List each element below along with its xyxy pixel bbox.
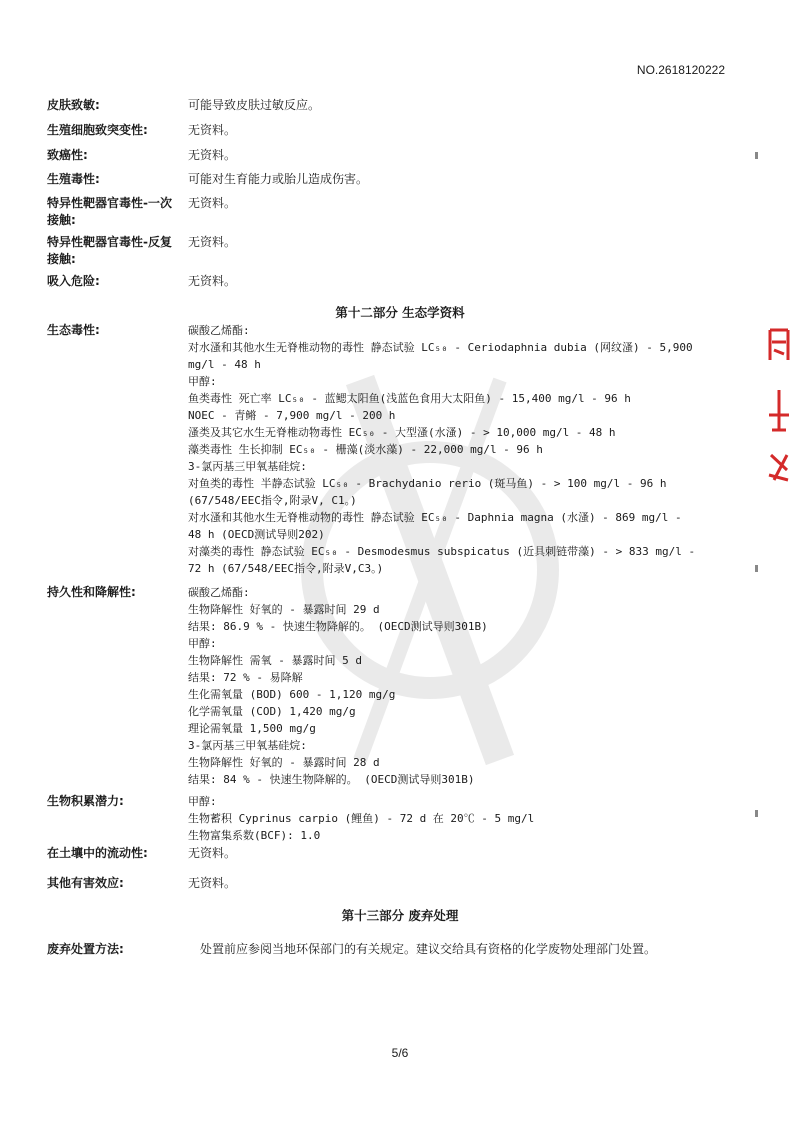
value-line: 甲醇: <box>188 637 217 650</box>
ecotoxicity-value <box>188 322 760 577</box>
row-value <box>188 171 760 188</box>
row-value <box>188 97 760 114</box>
value-line: 鱼类毒性 死亡率 LC₅₀ - 蓝鳃太阳鱼(浅蓝色食用大太阳鱼) - 15,400 mg/l - 96 h <box>188 392 631 405</box>
value-line: 无资料。 <box>188 274 237 288</box>
value-line: 生物降解性 好氧的 - 暴露时间 29 d <box>188 603 380 616</box>
section-13-title: 第十三部分 废弃处理 <box>341 908 459 923</box>
value-line: 3-氯丙基三甲氧基硅烷: <box>188 460 307 473</box>
document-number: NO.2618120222 <box>636 63 725 77</box>
value-line: 对水溞和其他水生无脊椎动物的毒性 静态试验 LC₅₀ - Ceriodaphnia dubia (网纹溞) - 5,900 <box>188 341 693 354</box>
persistence-value <box>188 584 760 788</box>
value-line: mg/l - 48 h <box>188 358 261 371</box>
value-line: 生物降解性 需氧 - 暴露时间 5 d <box>188 654 362 667</box>
row-value <box>188 122 760 139</box>
row-label: 致癌性: <box>47 148 88 162</box>
value-line: 结果: 84 % - 快速生物降解的。 (OECD测试导则301B) <box>188 773 475 786</box>
value-line: 理论需氧量 1,500 mg/g <box>188 722 316 735</box>
value-line: (67/548/EEC指令,附录V, C1。) <box>188 494 357 507</box>
row-value <box>188 234 760 251</box>
row-label: 吸入危险: <box>47 274 100 288</box>
page-number: 5/6 <box>391 1046 409 1060</box>
row-value <box>200 941 760 958</box>
row-label: 特异性靶器官毒性-一次接触: <box>47 196 172 227</box>
value-line: 可能对生育能力或胎儿造成伤害。 <box>188 172 369 186</box>
value-line: 无资料。 <box>188 148 237 162</box>
value-line: 化学需氧量 (COD) 1,420 mg/g <box>188 705 356 718</box>
value-line: 3-氯丙基三甲氧基硅烷: <box>188 739 307 752</box>
row-label: 生殖细胞致突变性: <box>47 123 148 137</box>
bioaccumulation-value <box>188 793 760 844</box>
row-label: 持久性和降解性: <box>47 585 136 599</box>
value-line: 生物富集系数(BCF): 1.0 <box>188 829 321 842</box>
value-line: 无资料。 <box>188 235 237 249</box>
value-line: 可能导致皮肤过敏反应。 <box>188 98 321 112</box>
value-line: 藻类毒性 生长抑制 EC₅₀ - 栅藻(淡水藻) - 22,000 mg/l - 96 h <box>188 443 543 456</box>
value-line: 生物蓄积 Cyprinus carpio (鲤鱼) - 72 d 在 20℃ - 5 mg/l <box>188 812 535 825</box>
value-line: NOEC - 青鳉 - 7,900 mg/l - 200 h <box>188 409 396 422</box>
value-line: 溞类及其它水生无脊椎动物毒性 EC₅₀ - 大型溞(水溞) - > 10,000 mg/l - 48 h <box>188 426 616 439</box>
row-value <box>188 195 760 212</box>
value-line: 生化需氧量 (BOD) 600 - 1,120 mg/g <box>188 688 396 701</box>
row-value <box>188 273 760 290</box>
value-line: 碳酸乙烯酯: <box>188 324 250 337</box>
value-line: 甲醇: <box>188 375 217 388</box>
row-label: 皮肤致敏: <box>47 98 100 112</box>
row-label: 其他有害效应: <box>47 876 124 890</box>
value-line: 碳酸乙烯酯: <box>188 586 250 599</box>
row-label: 生殖毒性: <box>47 172 100 186</box>
value-line: 无资料。 <box>188 196 237 210</box>
value-line: 对鱼类的毒性 半静态试验 LC₅₀ - Brachydanio rerio (斑马鱼) - > 100 mg/l - 96 h <box>188 477 667 490</box>
value-line: 处置前应参阅当地环保部门的有关规定。建议交给具有资格的化学废物处理部门处置。 <box>200 942 657 956</box>
value-line: 生物降解性 好氧的 - 暴露时间 28 d <box>188 756 380 769</box>
row-label: 特异性靶器官毒性-反复接触: <box>47 235 172 266</box>
value-line: 无资料。 <box>188 876 237 890</box>
row-value <box>188 147 760 164</box>
value-line: 结果: 72 % - 易降解 <box>188 671 303 684</box>
value-line: 无资料。 <box>188 123 237 137</box>
value-line: 甲醇: <box>188 795 217 808</box>
row-label: 在土壤中的流动性: <box>47 846 148 860</box>
value-line: 48 h (OECD测试导则202) <box>188 528 325 541</box>
red-seal-stamp <box>766 320 792 490</box>
row-label: 生物积累潜力: <box>47 794 124 808</box>
value-line: 对藻类的毒性 静态试验 EC₅₀ - Desmodesmus subspicatus (近具刺链带藻) - > 833 mg/l - <box>188 545 696 558</box>
row-label: 废弃处置方法: <box>47 942 124 956</box>
row-value <box>188 845 760 862</box>
row-label: 生态毒性: <box>47 323 100 337</box>
row-value <box>188 875 760 892</box>
value-line: 72 h (67/548/EEC指令,附录V,C3。) <box>188 562 384 575</box>
value-line: 对水溞和其他水生无脊椎动物的毒性 静态试验 EC₅₀ - Daphnia magna (水溞) - 869 mg/l - <box>188 511 682 524</box>
value-line: 结果: 86.9 % - 快速生物降解的。 (OECD测试导则301B) <box>188 620 488 633</box>
section-12-title: 第十二部分 生态学资料 <box>335 305 465 320</box>
value-line: 无资料。 <box>188 846 237 860</box>
